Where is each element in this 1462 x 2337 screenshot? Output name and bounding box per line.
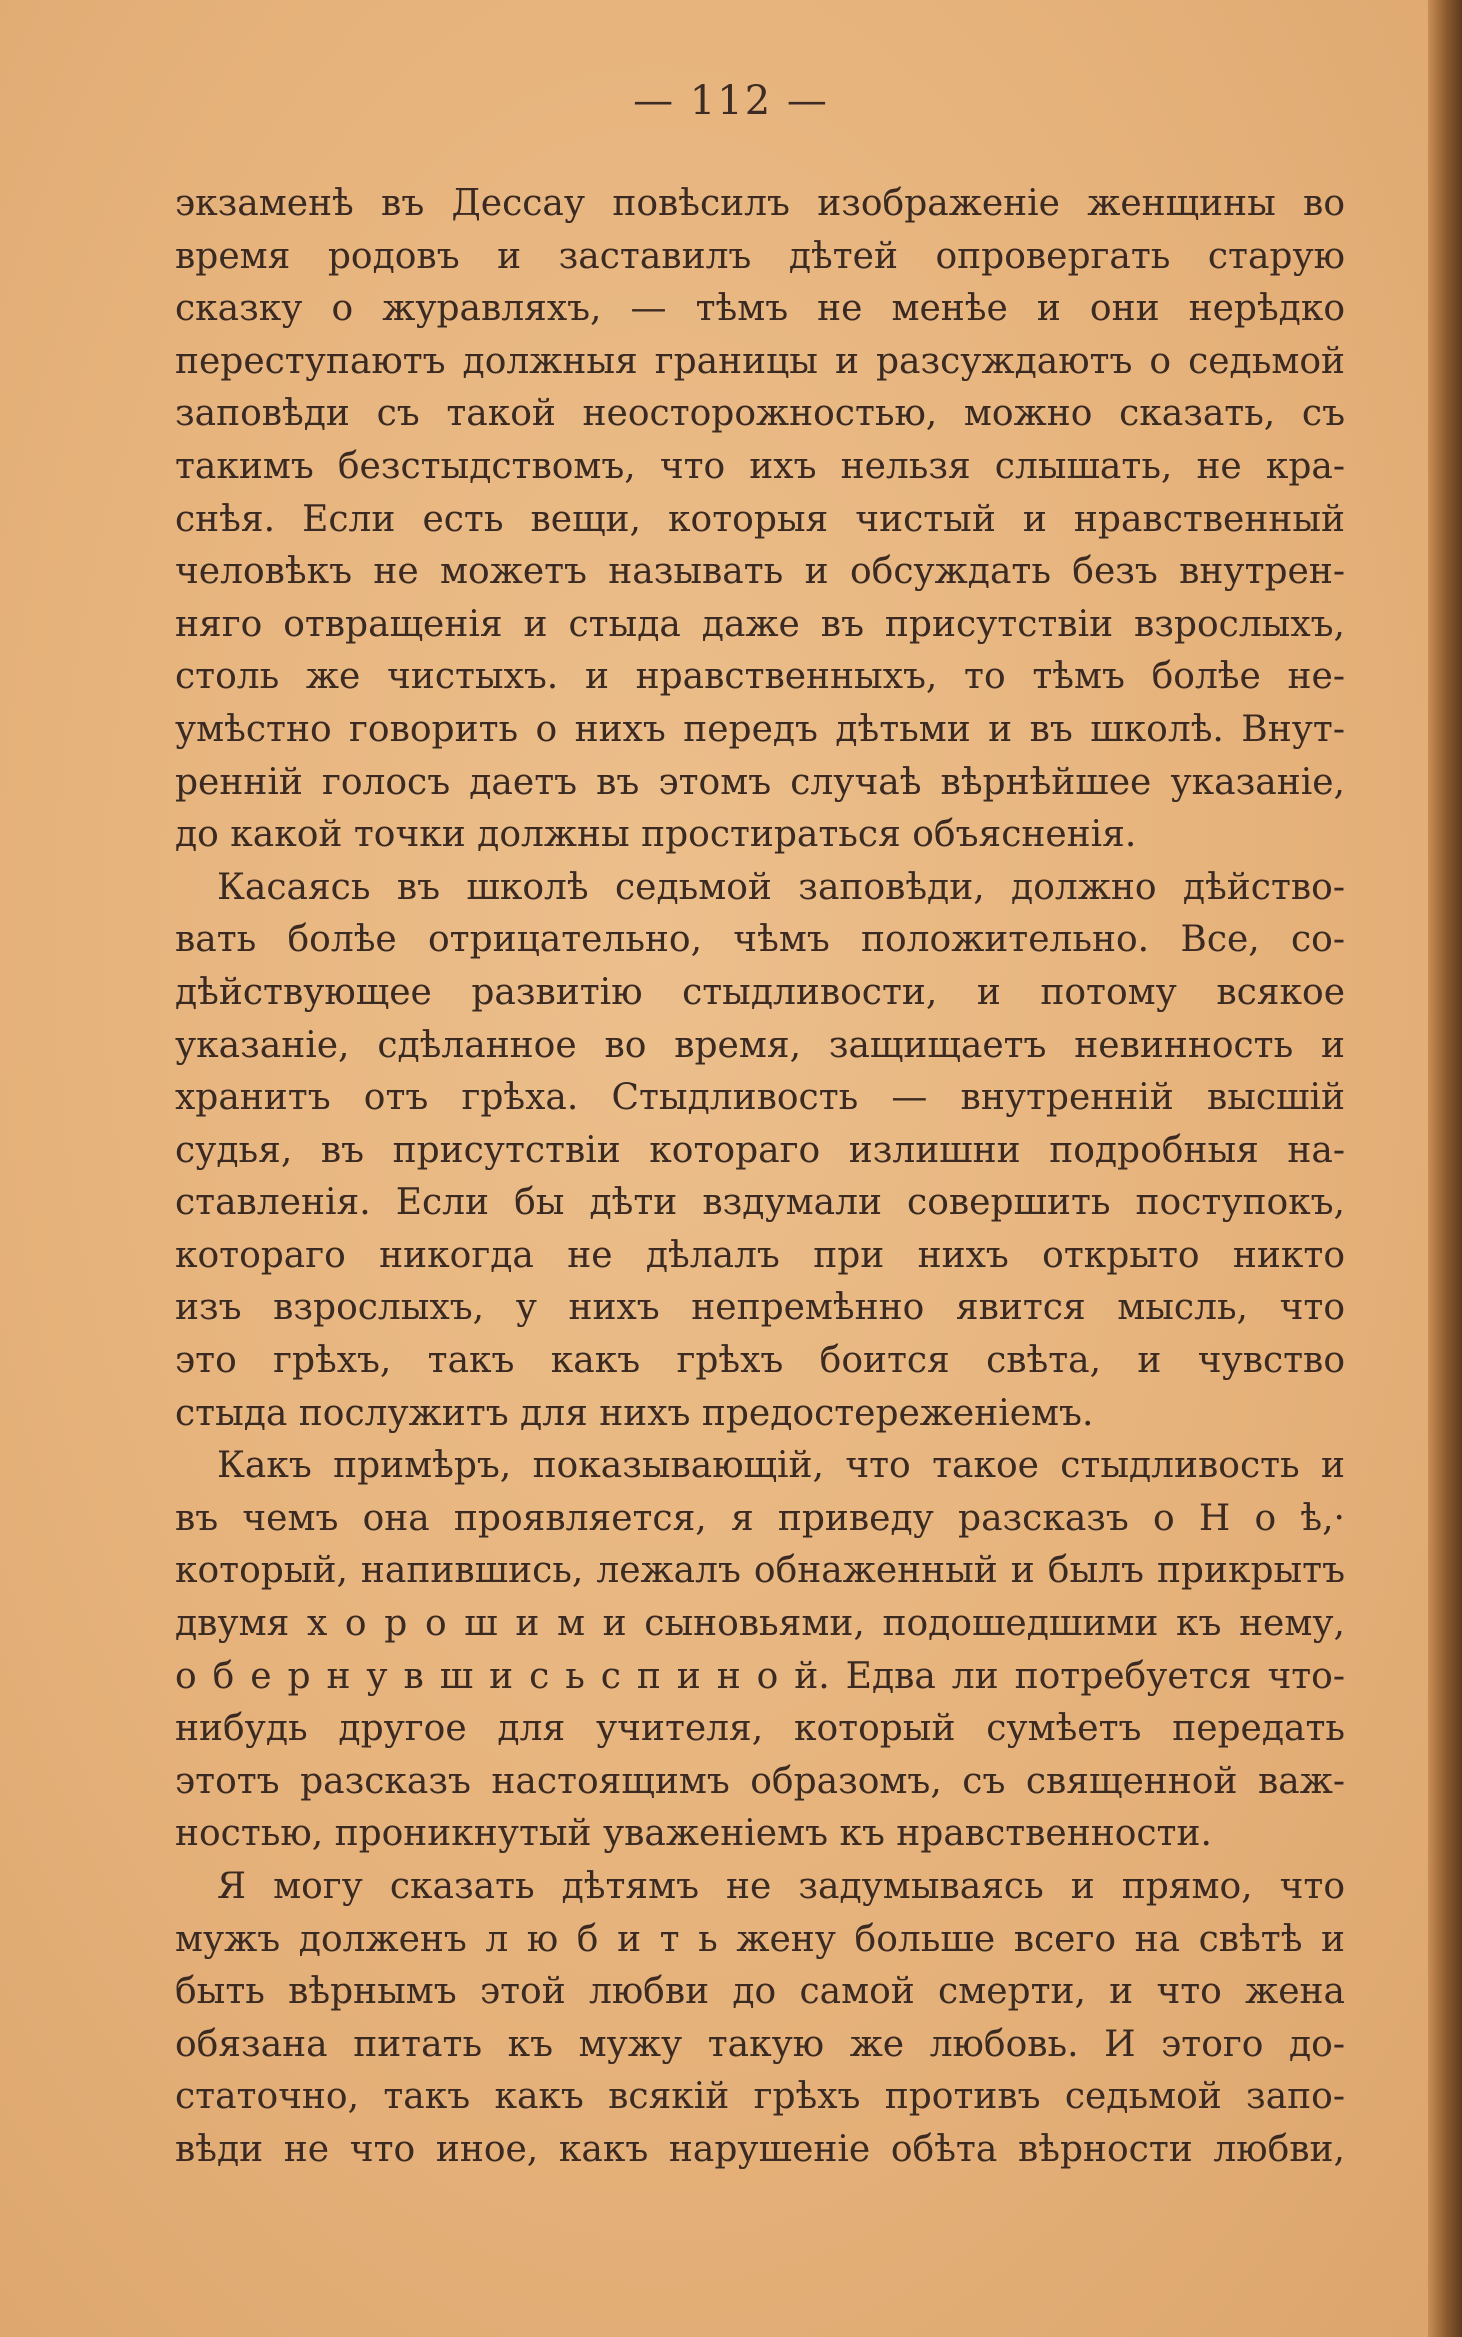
- text-line: ностью, проникнутый уваженіемъ къ нравственности.: [175, 1813, 1212, 1855]
- text-line: стыда послужитъ для нихъ предостереженіемъ.: [175, 1392, 1094, 1434]
- page-number: — 112 —: [633, 78, 829, 124]
- text-line: Я могу сказать дѣтямъ не задумываясь и прямо, что: [217, 1866, 1345, 1907]
- text-line: снѣя. Если есть вещи, которыя чистый и нравственный: [175, 498, 1345, 540]
- text-line: дѣйствующее развитію стыдливости, и потому всякое: [175, 971, 1345, 1013]
- text-line: время родовъ и заставилъ дѣтей опровергать старую: [175, 235, 1345, 277]
- text-line: до какой точки должны простираться объясненія.: [175, 814, 1137, 856]
- text-line: Какъ примѣръ, показывающій, что такое стыдливость и: [217, 1445, 1345, 1487]
- text-line: такимъ безстыдствомъ, что ихъ нельзя слышать, не кра-: [175, 445, 1345, 487]
- text-line: мужъ долженъ л ю б и т ь жену больше всего на свѣтѣ и: [175, 1918, 1345, 1960]
- text-line: столь же чистыхъ. и нравственныхъ, то тѣмъ болѣе не-: [175, 656, 1345, 698]
- text-line: человѣкъ не можетъ называть и обсуждать безъ внутрен-: [175, 551, 1345, 593]
- text-line: изъ взрослыхъ, у нихъ непремѣнно явится мысль, что: [175, 1287, 1345, 1329]
- text-line: обязана питать къ мужу такую же любовь. И этого до-: [175, 2023, 1345, 2065]
- text-line: котораго никогда не дѣлалъ при нихъ открыто никто: [175, 1234, 1345, 1276]
- text-line: переступаютъ должныя границы и разсуждаютъ о седьмой: [175, 340, 1345, 382]
- text-line: няго отвращенія и стыда даже въ присутствіи взрослыхъ,: [175, 603, 1345, 645]
- text-line: который, напившись, лежалъ обнаженный и былъ прикрытъ: [175, 1550, 1345, 1592]
- text-line: заповѣди съ такой неосторожностью, можно сказать, съ: [175, 393, 1345, 435]
- text-line: нибудь другое для учителя, который сумѣетъ передать: [175, 1708, 1345, 1750]
- text-line: Касаясь въ школѣ седьмой заповѣди, должно дѣйство-: [217, 866, 1345, 908]
- text-line: ренній голосъ даетъ въ этомъ случаѣ вѣрнѣйшее указаніе,: [175, 761, 1345, 803]
- text-line: указаніе, сдѣланное во время, защищаетъ невинность и: [175, 1024, 1345, 1066]
- text-line: вать болѣе отрицательно, чѣмъ положительно. Все, со-: [175, 919, 1345, 961]
- page-edge-shadow: [1428, 0, 1462, 2337]
- body-text: [175, 178, 1345, 2177]
- text-line: умѣстно говорить о нихъ передъ дѣтьми и въ школѣ. Внут-: [175, 708, 1345, 750]
- text-line: судья, въ присутствіи котораго излишни подробныя на-: [175, 1129, 1345, 1171]
- text-line: двумя х о р о ш и м и сыновьями, подошедшими къ нему,: [175, 1603, 1345, 1645]
- text-line: это грѣхъ, такъ какъ грѣхъ боится свѣта, и чувство: [175, 1340, 1345, 1382]
- text-line: въ чемъ она проявляется, я приведу разсказъ о Н о ѣ,·: [175, 1497, 1345, 1539]
- text-line: экзаменѣ въ Дессау повѣсилъ изображеніе женщины во: [175, 183, 1345, 224]
- text-line: о б е р н у в ш и с ь с п и н о й. Едва ли потребуется что-: [175, 1655, 1345, 1697]
- text-line: сказку о журавляхъ, — тѣмъ не менѣе и они нерѣдко: [175, 288, 1345, 330]
- text-line: ставленія. Если бы дѣти вздумали совершить поступокъ,: [175, 1182, 1345, 1224]
- text-line: статочно, такъ какъ всякій грѣхъ противъ седьмой запо-: [175, 2076, 1345, 2118]
- text-line: быть вѣрнымъ этой любви до самой смерти, и что жена: [175, 1971, 1345, 2013]
- text-line: этотъ разсказъ настоящимъ образомъ, съ священной важ-: [175, 1760, 1345, 1802]
- text-line: хранитъ отъ грѣха. Стыдливость — внутренній высшій: [175, 1077, 1345, 1119]
- text-line: вѣди не что иное, какъ нарушеніе обѣта вѣрности любви,: [175, 2128, 1345, 2170]
